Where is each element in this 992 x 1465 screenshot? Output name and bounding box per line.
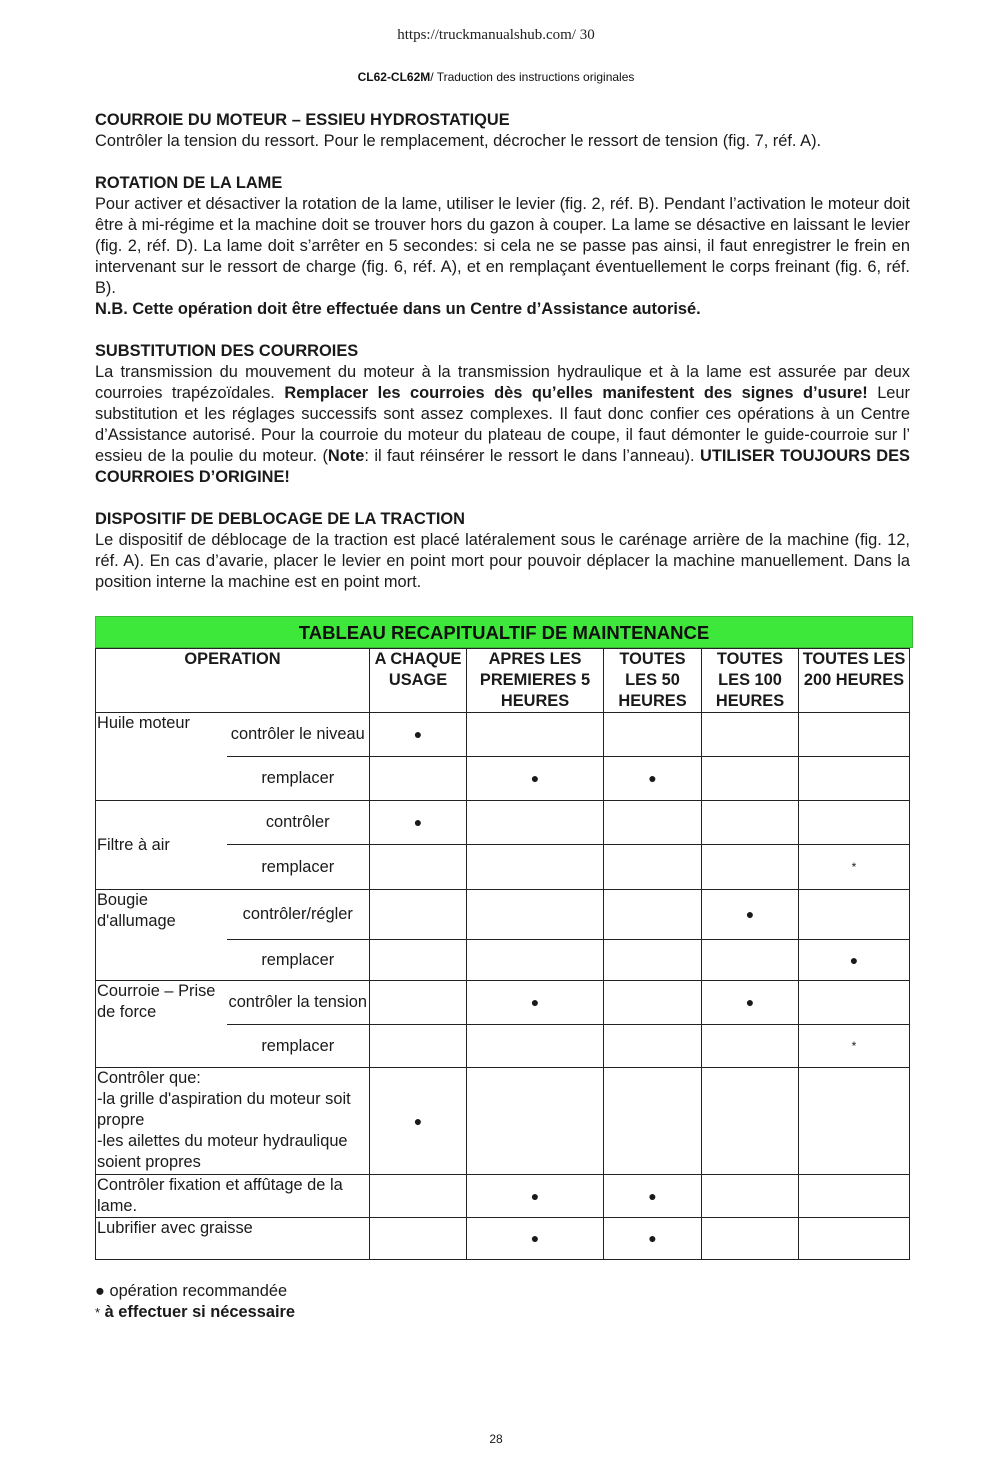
empty-cell bbox=[467, 713, 604, 757]
row-action: remplacer bbox=[227, 940, 370, 981]
table-row bbox=[96, 713, 910, 757]
empty-cell bbox=[799, 1218, 910, 1260]
empty-cell bbox=[799, 981, 910, 1025]
source-url[interactable]: https://truckmanualshub.com/ 30 bbox=[397, 27, 595, 43]
row-label-huile: Huile moteur bbox=[96, 713, 227, 801]
empty-cell bbox=[370, 845, 467, 890]
empty-cell bbox=[702, 940, 799, 981]
col-header-premieres: APRES LES PREMIERES 5 HEURES bbox=[467, 649, 604, 713]
row-line: -les ailettes du moteur hydraulique soient propres bbox=[97, 1132, 348, 1171]
legend-if-needed bbox=[95, 1302, 295, 1323]
bold-run: Remplacer les courroies dès qu’elles manifestent des signes d’usure! bbox=[284, 384, 868, 402]
legend-text: à effectuer si nécessaire bbox=[100, 1303, 296, 1321]
empty-cell bbox=[799, 713, 910, 757]
section-title: SUBSTITUTION DES COURROIES bbox=[95, 342, 359, 360]
empty-cell bbox=[702, 1068, 799, 1175]
text-run: La transmission du mouvement du moteur à la transmission hydraulique et à la lame est assurée par deux courroies trapézoïdales. bbox=[95, 363, 910, 402]
empty-cell bbox=[604, 940, 702, 981]
section-rotation bbox=[95, 173, 910, 320]
row-label-grille bbox=[96, 1068, 370, 1175]
star-marker: * bbox=[95, 1305, 101, 1320]
col-header-operation: OPERATION bbox=[96, 649, 370, 713]
page-number: 28 bbox=[489, 1432, 503, 1446]
document-subheader bbox=[0, 70, 992, 84]
empty-cell bbox=[467, 890, 604, 940]
table-row bbox=[96, 1175, 910, 1218]
row-label-courroie: Courroie – Prise de force bbox=[96, 981, 227, 1068]
empty-cell bbox=[702, 1218, 799, 1260]
section-note: N.B. Cette opération doit être effectuée dans un Centre d’Assistance autorisé. bbox=[95, 300, 701, 318]
row-label-bougie: Bougie d'allumage bbox=[96, 890, 227, 981]
row-action: remplacer bbox=[227, 1025, 370, 1068]
dot-mark: ● bbox=[370, 1068, 467, 1175]
section-substitution bbox=[95, 341, 910, 488]
col-header-100h: TOUTES LES 100 HEURES bbox=[702, 649, 799, 713]
dot-mark: ● bbox=[467, 1175, 604, 1218]
star-mark: * bbox=[799, 845, 910, 890]
empty-cell bbox=[370, 1025, 467, 1068]
empty-cell bbox=[702, 845, 799, 890]
row-action: remplacer bbox=[227, 845, 370, 890]
section-text: Pour activer et désactiver la rotation de la lame, utiliser le levier (fig. 2, réf. B). Pendant l’activation le moteur doit être à mi-régime et la machine doit se trouver hors du gazon à couper. La lame se désactive en laissant le levier (fig. 2, réf. D). La lame doit s’arrêter en 5 secondes: si cela ne se passe pas ainsi, il faut enregistrer le frein en intervenant sur le ressort de charge (fig. 6, réf. A), et en remplaçant éventuellement le corps freinant (fig. 6, réf. B). bbox=[95, 195, 910, 297]
row-line: -la grille d'aspiration du moteur soit propre bbox=[97, 1090, 351, 1129]
section-courroie bbox=[95, 110, 910, 152]
row-action: remplacer bbox=[227, 757, 370, 801]
row-action: contrôler bbox=[227, 801, 370, 845]
section-text: Le dispositif de déblocage de la traction est placé latéralement sous le carénage arrière de la machine (fig. 12, réf. A). En cas d’avarie, placer le levier en point mort pour pouvoir déplacer la machine manuellement. Dans la position interne la machine est en point mort. bbox=[95, 531, 910, 591]
empty-cell bbox=[799, 1175, 910, 1218]
empty-cell bbox=[467, 845, 604, 890]
dot-mark: ● bbox=[370, 713, 467, 757]
empty-cell bbox=[467, 940, 604, 981]
main-content bbox=[95, 110, 910, 614]
empty-cell bbox=[370, 1175, 467, 1218]
empty-cell bbox=[702, 757, 799, 801]
row-label-filtre: Filtre à air bbox=[96, 801, 227, 890]
row-action: contrôler le niveau bbox=[227, 713, 370, 757]
maintenance-table bbox=[95, 648, 910, 1260]
row-label-graisse: Lubrifier avec graisse bbox=[96, 1218, 370, 1260]
dot-mark: ● bbox=[799, 940, 910, 981]
empty-cell bbox=[370, 1218, 467, 1260]
empty-cell bbox=[604, 1025, 702, 1068]
table-row bbox=[96, 801, 910, 845]
empty-cell bbox=[467, 1025, 604, 1068]
empty-cell bbox=[604, 981, 702, 1025]
dot-mark: ● bbox=[467, 757, 604, 801]
empty-cell bbox=[604, 713, 702, 757]
section-text bbox=[95, 362, 910, 488]
model-code: CL62-CL62M bbox=[357, 70, 431, 84]
table-legend bbox=[95, 1281, 295, 1323]
star-mark: * bbox=[799, 1025, 910, 1068]
empty-cell bbox=[702, 713, 799, 757]
table-row bbox=[96, 1218, 910, 1260]
table-row bbox=[96, 981, 910, 1025]
empty-cell bbox=[799, 757, 910, 801]
subheader-text: / Traduction des instructions originales bbox=[430, 70, 635, 84]
empty-cell bbox=[799, 1068, 910, 1175]
empty-cell bbox=[799, 890, 910, 940]
table-title: TABLEAU RECAPITUALTIF DE MAINTENANCE bbox=[95, 616, 913, 648]
dot-mark: ● bbox=[604, 757, 702, 801]
dot-mark: ● bbox=[370, 801, 467, 845]
section-title: ROTATION DE LA LAME bbox=[95, 174, 283, 192]
section-title: COURROIE DU MOTEUR – ESSIEU HYDROSTATIQUE bbox=[95, 111, 510, 129]
col-header-50h: TOUTES LES 50 HEURES bbox=[604, 649, 702, 713]
row-label-lame: Contrôler fixation et affûtage de la lame. bbox=[96, 1175, 370, 1218]
section-text: Contrôler la tension du ressort. Pour le remplacement, décrocher le ressort de tension (fig. 7, réf. A). bbox=[95, 132, 822, 150]
table-row bbox=[96, 1068, 910, 1175]
dot-mark: ● bbox=[604, 1218, 702, 1260]
section-dispositif bbox=[95, 509, 910, 593]
table-row bbox=[96, 890, 910, 940]
empty-cell bbox=[370, 757, 467, 801]
empty-cell bbox=[702, 801, 799, 845]
empty-cell bbox=[702, 1025, 799, 1068]
maintenance-table-wrap bbox=[95, 616, 913, 1260]
empty-cell bbox=[467, 1068, 604, 1175]
text-run: Leur substitution et les réglages successifs sont assez complexes. Il faut donc confier ces opérations à un Centre d’Assistance autorisé. Pour la courroie du moteur du plateau de coupe, il faut démonter le guide-courroie sur l’ essieu de la poulie du moteur. ( bbox=[95, 384, 911, 465]
empty-cell bbox=[799, 801, 910, 845]
dot-mark: ● bbox=[604, 1175, 702, 1218]
empty-cell bbox=[467, 801, 604, 845]
section-title: DISPOSITIF DE DEBLOCAGE DE LA TRACTION bbox=[95, 510, 466, 528]
row-action: contrôler la tension bbox=[227, 981, 370, 1025]
text-run: : il faut réinsérer le ressort le dans l’anneau). bbox=[364, 447, 701, 465]
empty-cell bbox=[604, 890, 702, 940]
header-row bbox=[96, 649, 910, 713]
empty-cell bbox=[604, 845, 702, 890]
col-header-chaque: A CHAQUE USAGE bbox=[370, 649, 467, 713]
empty-cell bbox=[370, 890, 467, 940]
row-line: Contrôler que: bbox=[97, 1069, 201, 1087]
dot-mark: ● bbox=[702, 890, 799, 940]
empty-cell bbox=[370, 940, 467, 981]
legend-recommended: ● opération recommandée bbox=[95, 1282, 288, 1300]
dot-mark: ● bbox=[702, 981, 799, 1025]
bold-run: UTILISER TOUJOURS DES COURROIES D’ORIGINE! bbox=[95, 447, 910, 486]
col-header-200h: TOUTES LES 200 HEURES bbox=[799, 649, 910, 713]
empty-cell bbox=[604, 1068, 702, 1175]
row-action: contrôler/régler bbox=[227, 890, 370, 940]
empty-cell bbox=[702, 1175, 799, 1218]
dot-mark: ● bbox=[467, 1218, 604, 1260]
empty-cell bbox=[604, 801, 702, 845]
empty-cell bbox=[370, 981, 467, 1025]
bold-run: Note bbox=[327, 447, 365, 465]
dot-mark: ● bbox=[467, 981, 604, 1025]
